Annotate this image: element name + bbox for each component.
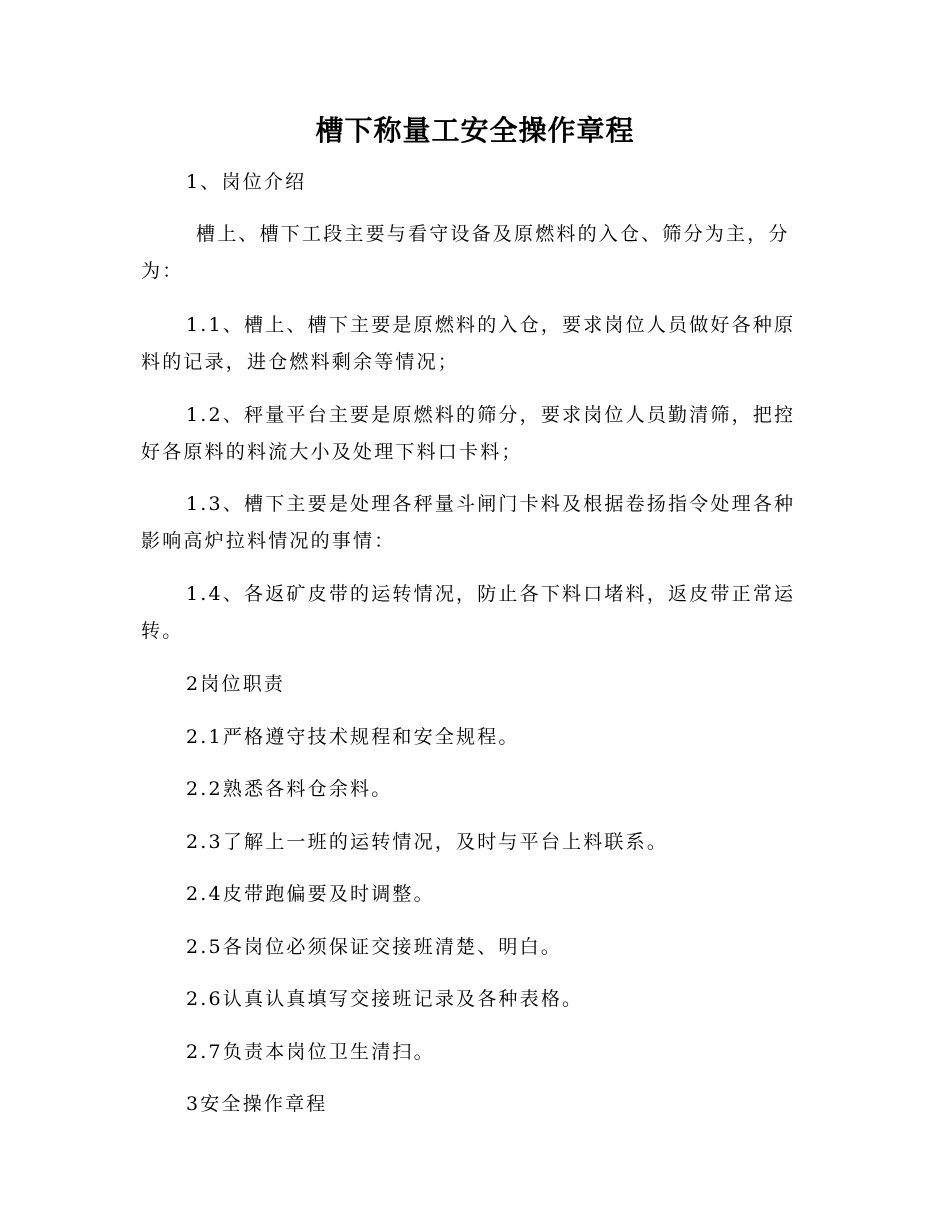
paragraph-item-1-2 [141,397,805,471]
duty-item-text: 2.6认真认真填写交接班记录及各种表格。 [186,988,584,1010]
page-title: 槽下称量工安全操作章程 [315,114,635,147]
section-heading-position-intro [141,164,805,201]
section-heading-safety [141,1086,805,1123]
duty-item-text: 2.2熟悉各料仓余料。 [186,778,393,800]
paragraph-line: 槽上、槽下工段主要与看守设备及原燃料的入仓、筛分为主，分 [196,223,790,245]
section-heading-duties [141,666,805,703]
duty-item [141,771,805,808]
paragraph-line: 好各原料的料流大小及处理下料口卡料； [141,441,523,463]
duty-item-text: 2.4皮带跑偏要及时调整。 [186,883,435,905]
section-heading-text: 1、岗位介绍 [186,171,307,193]
paragraph-line: 转。 [141,620,184,642]
paragraph-line: 1.1、槽上、槽下主要是原燃料的入仓，要求岗位人员做好各种原 [186,314,796,336]
paragraph-item-1-3 [141,486,805,560]
duty-item [141,1034,805,1071]
duty-item-text: 2.3了解上一班的运转情况，及时与平台上料联系。 [186,831,669,853]
duty-item [141,981,805,1018]
duty-item [141,719,805,756]
duty-item [141,929,805,966]
paragraph-line: 料的记录，进仓燃料剩余等情况； [141,351,460,373]
paragraph-line: 为： [141,260,184,282]
duty-item [141,876,805,913]
paragraph-item-1-1 [141,307,805,381]
section-heading-text: 3安全操作章程 [186,1093,328,1115]
duty-item [141,824,805,861]
paragraph-line: 1.4、各返矿皮带的运转情况，防止各下料口堵料，返皮带正常运 [186,583,796,605]
duty-item-text: 2.7负责本岗位卫生清扫。 [186,1041,435,1063]
paragraph-line: 1.2、秤量平台主要是原燃料的筛分，要求岗位人员勤清筛，把控 [186,404,796,426]
paragraph-line: 影响高炉拉料情况的事情： [141,530,396,552]
duty-item-text: 2.1严格遵守技术规程和安全规程。 [186,726,520,748]
paragraph-line: 1.3、槽下主要是处理各秤量斗闸门卡料及根据卷扬指令处理各种 [186,493,796,515]
section-heading-text: 2岗位职责 [186,673,286,695]
paragraph-intro [141,216,805,290]
paragraph-item-1-4 [141,576,805,650]
duty-item-text: 2.5各岗位必须保证交接班清楚、明白。 [186,936,563,958]
